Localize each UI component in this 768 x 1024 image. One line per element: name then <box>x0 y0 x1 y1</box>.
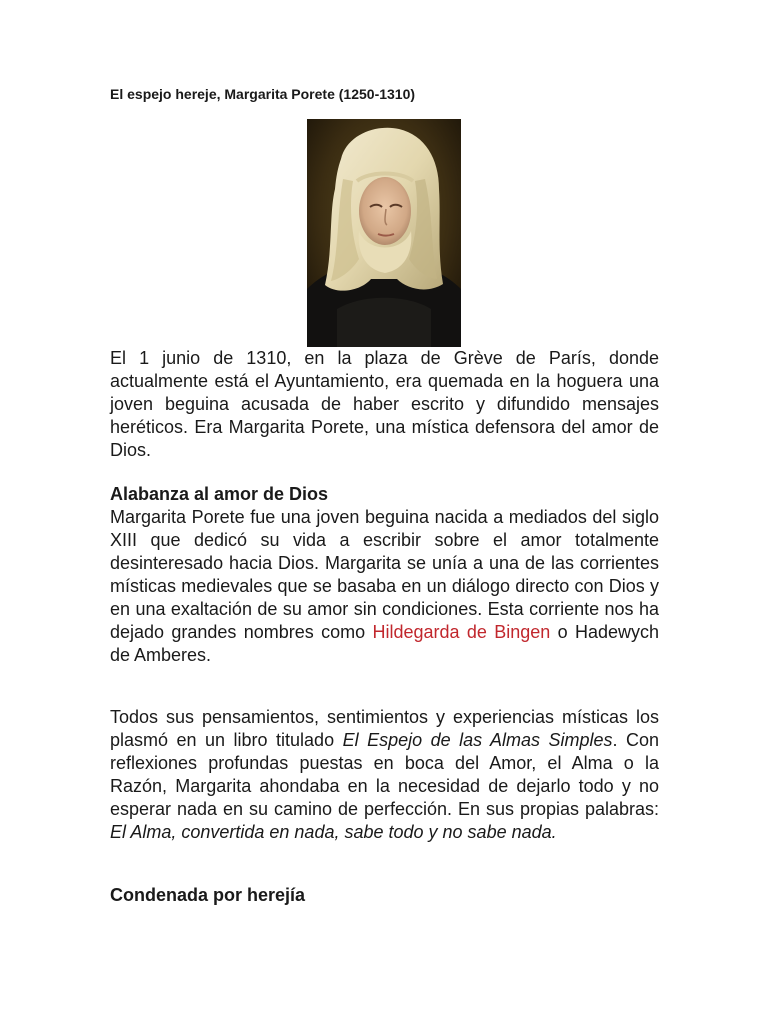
paragraph-alabanza <box>110 506 659 667</box>
link-hildegarda-de-bingen[interactable]: Hildegarda de Bingen <box>372 622 551 642</box>
paragraph-espejo-text-middle: . Con reflexiones profundas puestas en boca del Amor, el Alma o la Razón, Margarita ahondaba en la necesidad de dejarlo todo y no esperar nada en su camino de perfección. En sus propias palabras: <box>110 730 659 819</box>
heading-condenada: Condenada por herejía <box>110 885 306 905</box>
paragraph-espejo <box>110 706 659 844</box>
quote-text: El Alma, convertida en nada, sabe todo y no sabe nada. <box>110 822 557 842</box>
book-title: El Espejo de las Almas Simples <box>342 730 613 750</box>
paragraph-alabanza-text-end: o Hadewych de Amberes. <box>110 622 659 665</box>
paragraph-alabanza-text-start: Margarita Porete fue una joven beguina nacida a mediados del siglo XIII que dedicó su vida a escribir sobre el amor totalmente desinteresado hacia Dios. Margarita se unía a una de las corrientes místicas medievales que se basaba en un diálogo directo con Dios y en una exaltación de su amor sin condiciones. Esta corriente nos ha dejado grandes nombres como <box>110 507 659 642</box>
document-title: El espejo hereje, Margarita Porete (1250-1310) <box>110 86 416 102</box>
paragraph-intro: El 1 junio de 1310, en la plaza de Grève de París, donde actualmente está el Ayuntamiento, era quemada en la hoguera una joven beguina acusada de haber escrito y difundido mensajes heréticos. Era Margarita Porete, una mística defensora del amor de Dios. <box>110 348 659 460</box>
portrait-image <box>307 119 461 347</box>
heading-alabanza: Alabanza al amor de Dios <box>110 484 329 504</box>
paragraph-espejo-text-start: Todos sus pensamientos, sentimientos y experiencias místicas los plasmó en un libro titulado <box>110 707 659 750</box>
